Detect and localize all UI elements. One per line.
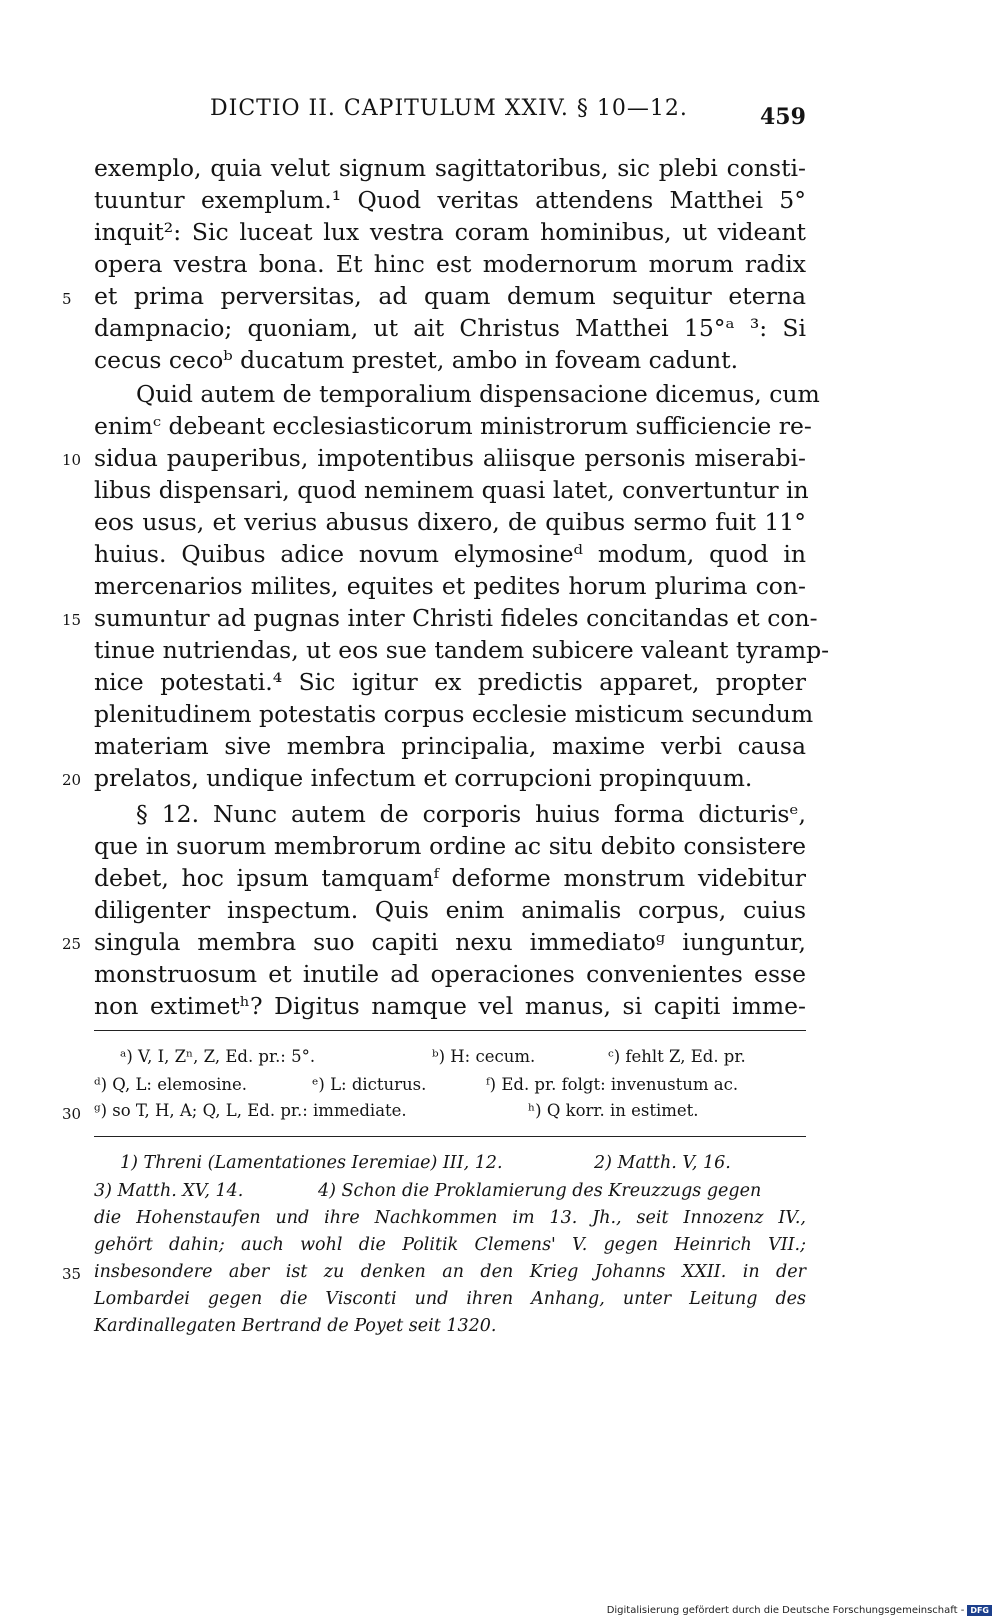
note: 1) Threni (Lamentationes Ieremiae) III, 12.: [120, 1153, 503, 1173]
body-line: que in suorum membrorum ordine ac situ debito consistere: [94, 832, 806, 860]
note: 3) Matth. XV, 14.: [94, 1181, 244, 1201]
running-head: DICTIO II. CAPITULUM XXIV. § 10—12.: [210, 96, 688, 121]
body-line: eos usus, et verius abusus dixero, de quibus sermo fuit 11°: [94, 508, 806, 536]
body-line: materiam sive membra principalia, maxime verbi causa: [94, 732, 806, 760]
apparatus-note: ᵇ) H: cecum.: [432, 1047, 536, 1066]
note-line: gehört dahin; auch wohl die Politik Clemens' V. gegen Heinrich VII.;: [94, 1235, 806, 1255]
page-number: 459: [760, 104, 806, 130]
digitization-credit: [607, 1605, 992, 1616]
note: 2) Matth. V, 16.: [594, 1153, 731, 1173]
dfg-logo: DFG: [967, 1605, 992, 1616]
apparatus-note: ᶠ) Ed. pr. folgt: invenustum ac.: [486, 1075, 739, 1094]
note-line: die Hohenstaufen und ihre Nachkommen im 13. Jh., seit Innozenz IV.,: [94, 1208, 806, 1228]
apparatus-note: ᵃ) V, I, Zⁿ, Z, Ed. pr.: 5°.: [120, 1047, 316, 1066]
body-line: plenitudinem potestatis corpus ecclesie misticum secundum: [94, 700, 814, 728]
apparatus-rule: [94, 1030, 806, 1031]
body-line: cecus cecoᵇ ducatum prestet, ambo in foveam cadunt.: [94, 346, 739, 374]
apparatus-note: ʰ) Q korr. in estimet.: [528, 1101, 699, 1120]
body-line: enimᶜ debeant ecclesiasticorum ministrorum sufficiencie re-: [94, 412, 812, 440]
body-line: huius. Quibus adice novum elymosineᵈ modum, quod in: [94, 540, 806, 568]
body-line: dampnacio; quoniam, ut ait Christus Matthei 15°ᵃ ³: Si: [94, 314, 806, 342]
body-line: monstruosum et inutile ad operaciones convenientes esse: [94, 960, 806, 988]
notes-rule: [94, 1136, 806, 1137]
body-line: non extimetʰ? Digitus namque vel manus, si capiti imme-: [94, 992, 806, 1020]
body-line: singula membra suo capiti nexu immediatoᵍ iunguntur,: [94, 928, 806, 956]
line-number: 20: [62, 771, 82, 789]
body-line: nice potestati.⁴ Sic igitur ex predictis apparet, propter: [94, 668, 806, 696]
body-line: mercenarios milites, equites et pedites horum plurima con-: [94, 572, 806, 600]
note-line: Lombardei gegen die Visconti und ihren Anhang, unter Leitung des: [94, 1289, 806, 1309]
body-line: tuuntur exemplum.¹ Quod veritas attendens Matthei 5°: [94, 186, 806, 214]
body-line: sidua pauperibus, impotentibus aliisque personis miserabi-: [94, 444, 806, 472]
line-number: 25: [62, 935, 82, 953]
note: 4) Schon die Proklamierung des Kreuzzugs gegen: [318, 1181, 762, 1201]
body-line: Quid autem de temporalium dispensacione dicemus, cum: [136, 380, 820, 408]
line-number: 5: [62, 290, 72, 308]
line-number: 35: [62, 1265, 82, 1283]
note-line: Kardinallegaten Bertrand de Poyet seit 1320.: [94, 1316, 497, 1336]
apparatus-note: ᵈ) Q, L: elemosine.: [94, 1075, 248, 1094]
body-line: libus dispensari, quod neminem quasi latet, convertuntur in: [94, 476, 809, 504]
body-line: sumuntur ad pugnas inter Christi fideles concitandas et con-: [94, 604, 818, 632]
apparatus-note: ᵉ) L: dicturus.: [312, 1075, 427, 1094]
body-line: exemplo, quia velut signum sagittatoribus, sic plebi consti-: [94, 154, 806, 182]
line-number: 30: [62, 1105, 82, 1123]
apparatus-note: ᵍ) so T, H, A; Q, L, Ed. pr.: immediate.: [94, 1101, 407, 1120]
credit-text: Digitalisierung gefördert durch die Deutsche Forschungsgemeinschaft -: [606, 1605, 965, 1616]
apparatus-note: ᶜ) fehlt Z, Ed. pr.: [608, 1047, 746, 1066]
line-number: 10: [62, 451, 82, 469]
body-line: et prima perversitas, ad quam demum sequitur eterna: [94, 282, 806, 310]
body-line: inquit²: Sic luceat lux vestra coram hominibus, ut videant: [94, 218, 806, 246]
body-line: prelatos, undique infectum et corrupcioni propinquum.: [94, 764, 753, 792]
note-line: insbesondere aber ist zu denken an den Krieg Johanns XXII. in der: [94, 1262, 806, 1282]
body-line: opera vestra bona. Et hinc est modernorum morum radix: [94, 250, 806, 278]
body-line: tinue nutriendas, ut eos sue tandem subicere valeant tyramp-: [94, 636, 830, 664]
line-number: 15: [62, 611, 82, 629]
body-line: § 12. Nunc autem de corporis huius forma dicturisᵉ,: [136, 800, 806, 828]
body-line: debet, hoc ipsum tamquamᶠ deforme monstrum videbitur: [94, 864, 806, 892]
body-line: diligenter inspectum. Quis enim animalis corpus, cuius: [94, 896, 806, 924]
